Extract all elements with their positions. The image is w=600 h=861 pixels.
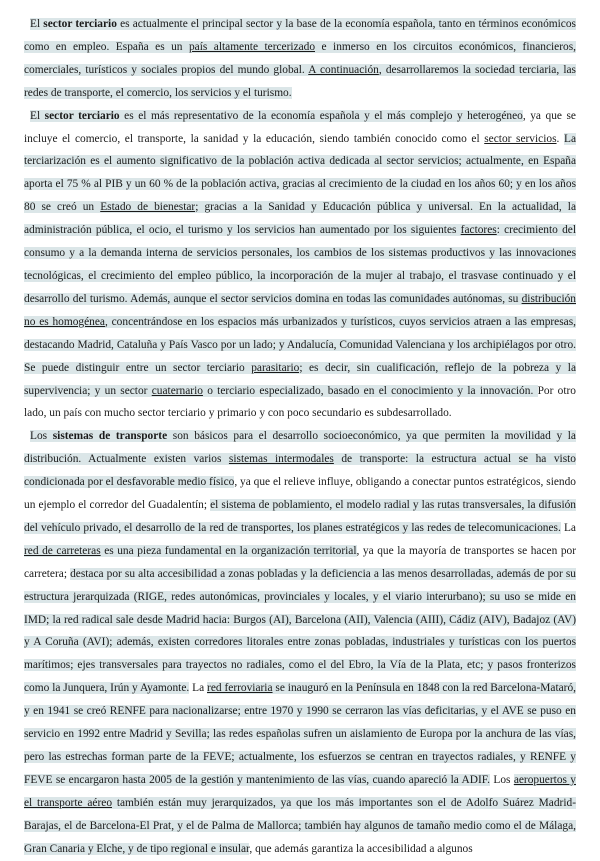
- underlined-term: sector servicios: [484, 132, 557, 145]
- underlined-term: parasitario: [251, 361, 300, 374]
- highlighted-text: son básicos para el desarrollo socioeconómico, ya que permiten la movilidad y la distribución.: [24, 430, 576, 466]
- highlighted-text: de transporte: la estructura actual se ha visto condicionada por el desfavorable medio físico: [24, 453, 576, 489]
- highlighted-text: destaca por su alta accesibilidad a zonas pobladas y la deficiencia a las menos desarrolladas, además de por su estructura jerarquizada (RIGE, redes autonómicas, provinciales y locales, y el viario interurbano); su uso se mide en IMD; la red radical sale desde Madrid hacia: Burgos (AI), Barcelona (AII), Valencia (AIII), Cádiz (AIV), Badajoz (AV) y A Coruña (AVI); además, existen corredores litorales entre zonas pobladas, industriales y turísticas con los puertos marítimos; ejes transversales para trayectos no radiales, como el del Ebro, la Vía de la Plata, etc; y pasos fronterizos como la Junquera, Irún y Ayamonte.: [24, 567, 576, 695]
- underlined-term: sistemas intermodales: [228, 453, 334, 466]
- highlighted-text: El: [30, 18, 44, 30]
- highlighted-text: Actualmente existen varios: [88, 453, 229, 466]
- bold-term: sistemas de transporte: [52, 430, 168, 443]
- text-run: .: [556, 132, 564, 145]
- highlighted-text: El: [30, 109, 45, 122]
- highlighted-text: es actualmente el principal sector y la base de la economía española, tanto en términos económicos como en empleo. España es un: [24, 18, 576, 53]
- underlined-term: país altamente tercerizado: [188, 40, 316, 53]
- highlighted-text: se inauguró en la Península en 1848 con la red Barcelona-Mataró, y en 1941 se creó RENFE para nacionalizarse; entre 1970 y 1990 se cerraron las vías deficitarias, y el AVE se puso en servicio en 1992 entre Madrid y Sevilla; las redes españolas sufren un aislamiento de Europa por la anchura de las vías, pero las estrechas forman parte de la FEVE; actualmente, los esfuerzos se centran en trayectos radiales, y RENFE y FEVE se encargaron hasta 2005 de la gestión y mantenimiento de las vías, cuando apareció la ADIF.: [24, 682, 576, 786]
- underlined-term: red ferroviaria: [207, 682, 273, 695]
- text-run: , que además garantiza la accesibilidad a algunos: [249, 842, 473, 855]
- highlighted-text: Los: [30, 430, 53, 443]
- text-run: Por otro lado, un país con mucho sector terciario y primario y con poco secundario es subdesarrollado.: [24, 384, 576, 420]
- highlighted-text: es una pieza fundamental en la organización territorial: [100, 544, 357, 557]
- highlighted-text: , desarrollaremos la sociedad terciaria, las redes de transporte, el comercio, los servicios y el turismo.: [24, 63, 576, 99]
- bold-term: sector terciario: [44, 109, 120, 122]
- highlighted-text: , concentrándose en los espacios más urbanizados y turísticos, cuyos servicios atraen a las empresas, destacando Madrid, Cataluña y País Vasco por un lado; y Andalucía, Comunidad Valenciana y los archipiélagos por otro.: [24, 315, 577, 351]
- highlighted-text: ; es decir, sin cualificación, reflejo de la pobreza y la supervivencia; y un sector: [24, 361, 576, 397]
- underlined-term: aeropuertos y el transporte aéreo: [24, 773, 576, 809]
- text-run: , ya que el relieve influye, obligando a conectar puntos estratégicos, siendo un ejemplo el corredor del Guadalentín;: [24, 476, 576, 512]
- bold-term: sector terciario: [43, 18, 117, 30]
- text-run: , ya que se incluye el comercio, el transporte, la sanidad y la educación, siendo también conocido como el: [24, 109, 576, 145]
- text-run: , ya que la mayoría de transportes se hacen por carretera;: [24, 544, 576, 580]
- paragraph: [24, 425, 576, 860]
- highlighted-text: : crecimiento del consumo y a la demanda interna de servicios personales, los cambios de los sistemas productivos y las innovaciones tecnológicas, el crecimiento del empleo público, la incorporación de la mujer al trabajo, el trasvase continuado y el desarrollo del turismo. Además, aunque el sector servicios domina en todas las comunidades autónomas, su: [24, 224, 576, 305]
- highlighted-text: Se puede distinguir entre un sector terciario: [24, 361, 252, 374]
- underlined-term: cuaternario: [151, 384, 203, 397]
- underlined-term: A continuación: [308, 63, 379, 76]
- underlined-term: factores: [460, 224, 497, 237]
- text-run: Los: [490, 773, 514, 786]
- paragraph: [24, 105, 576, 426]
- text-run: La: [189, 682, 208, 695]
- highlighted-text: es el más representativo de la economía española y el más complejo y heterogéneo: [119, 109, 523, 122]
- highlighted-text: e inmerso en los circuitos económicos, financieros, comerciales, turísticos y sociales propios del mundo global.: [24, 40, 576, 76]
- paragraph: [24, 13, 576, 105]
- highlighted-text: En la actualidad, la administración pública, el ocio, el turismo y los servicios han aumentado por los siguientes: [24, 201, 576, 237]
- underlined-term: Estado de bienestar: [100, 201, 196, 214]
- highlighted-text: ; gracias a la Sanidad y Educación pública y universal.: [195, 201, 480, 214]
- underlined-term: distribución no es homogénea: [24, 292, 576, 328]
- text-run: La: [560, 521, 576, 534]
- highlighted-text: también están muy jerarquizados, ya que los más importantes son el de Adolfo Suárez Madrid-Barajas, el de Barcelona-El Prat, y el de Palma de Mallorca; también hay algunos de tamaño medio como el de Málaga, Gran Canaria y Elche, y de tipo regional e insular: [24, 796, 576, 855]
- document-body: [24, 13, 576, 861]
- underlined-term: red de carreteras: [24, 544, 101, 557]
- highlighted-text: La terciarización es el aumento significativo de la población activa dedicada al sector servicios; actualmente, en España aporta el 75 % al PIB y un 60 % de la población activa, gracias al crecimiento de la ciudad en los años 60; y en los años 80 se creó un: [24, 132, 576, 214]
- highlighted-text: o terciario especializado, basado en el conocimiento y la innovación.: [202, 384, 538, 397]
- highlighted-text: el sistema de poblamiento, el modelo radial y las rutas transversales, la difusión del vehículo privado, el desarrollo de la red de transportes, los planes estratégicos y las redes de telecomunicaciones.: [24, 499, 577, 534]
